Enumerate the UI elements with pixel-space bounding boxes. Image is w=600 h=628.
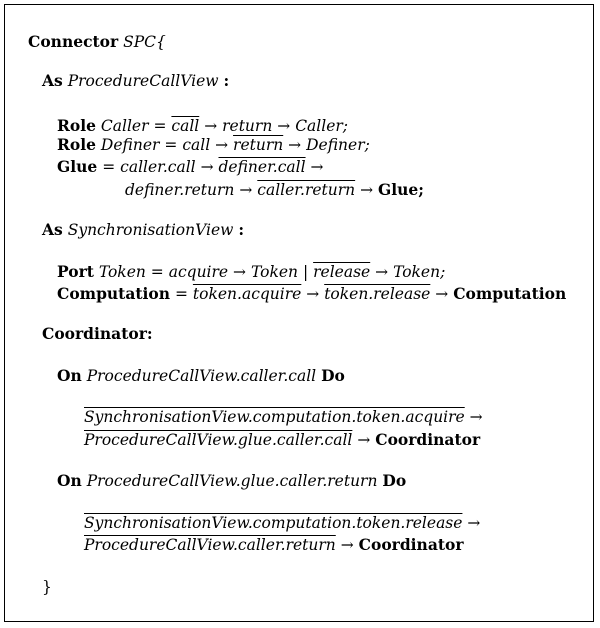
equals-sign: = [150, 263, 164, 281]
arrow: → [310, 158, 324, 176]
arrow: → [357, 431, 371, 449]
equals-sign: = [153, 117, 167, 135]
colon: : [238, 220, 245, 239]
do-keyword: Do [382, 471, 407, 490]
closing-brace: } [42, 578, 52, 596]
action-2-line-1 [84, 513, 480, 533]
glue-end: Glue; [378, 180, 424, 199]
term-caller-call: caller.call [120, 158, 196, 176]
procedure-call-view-header [42, 71, 229, 91]
choice-bar: | [302, 263, 309, 281]
arrow: → [233, 263, 247, 281]
role-caller-line [57, 116, 348, 136]
synchronisation-view-header [42, 220, 244, 240]
role-name: Definer [100, 136, 160, 154]
on-clause-2 [57, 471, 406, 491]
term-return: return [222, 117, 273, 135]
arrow: → [375, 263, 389, 281]
port-token-line [57, 262, 445, 282]
coordinator-end: Coordinator [358, 535, 464, 554]
view-name: ProcedureCallView [67, 72, 219, 90]
on-event: ProcedureCallView.caller.call [86, 367, 317, 385]
view-name: SynchronisationView [67, 221, 234, 239]
term-definer-return: definer.return [125, 181, 235, 199]
on-event: ProcedureCallView.glue.caller.return [86, 472, 378, 490]
arrow: → [215, 136, 229, 154]
as-keyword: As [42, 71, 63, 90]
term-token-release: token.release [324, 285, 431, 303]
term-sync-release: SynchronisationView.computation.token.release [84, 514, 463, 532]
term-token-acquire: token.acquire [192, 285, 302, 303]
colon: : [223, 71, 230, 90]
glue-line-1 [57, 157, 324, 177]
coordinator-header [42, 324, 153, 344]
equals-sign: = [174, 285, 188, 303]
arrow: → [340, 536, 354, 554]
term-token: Token; [393, 263, 446, 281]
arrow: → [467, 514, 481, 532]
port-keyword: Port [57, 262, 94, 281]
term-return: return [233, 136, 284, 154]
arrow: → [277, 117, 291, 135]
equals-sign: = [102, 158, 116, 176]
term-caller-return: ProcedureCallView.caller.return [84, 536, 336, 554]
role-keyword: Role [57, 135, 96, 154]
arrow: → [306, 285, 320, 303]
term-definer-call: definer.call [218, 158, 306, 176]
equals-sign: = [164, 136, 178, 154]
coordinator-label: Coordinator: [42, 324, 153, 343]
port-name: Token [98, 263, 146, 281]
coordinator-end: Coordinator [375, 430, 481, 449]
term-sync-acquire: SynchronisationView.computation.token.acquire [84, 408, 465, 426]
arrow: → [435, 285, 449, 303]
action-2-line-2 [84, 535, 464, 555]
computation-keyword: Computation [57, 284, 171, 303]
arrow: → [360, 181, 374, 199]
term-token: Token [250, 263, 298, 281]
term-caller: Caller; [295, 117, 349, 135]
role-name: Caller [100, 117, 149, 135]
arrow: → [204, 117, 218, 135]
on-keyword: On [57, 471, 82, 490]
arrow: → [239, 181, 253, 199]
action-1-line-2 [84, 430, 480, 450]
glue-line-2 [125, 180, 424, 200]
computation-end: Computation [453, 284, 567, 303]
term-call: call [182, 136, 211, 154]
role-keyword: Role [57, 116, 96, 135]
term-glue-caller-call: ProcedureCallView.glue.caller.call [84, 431, 353, 449]
computation-line [57, 284, 566, 304]
as-keyword: As [42, 220, 63, 239]
term-definer: Definer; [306, 136, 370, 154]
connector-header [28, 32, 166, 52]
connector-keyword: Connector [28, 32, 119, 51]
term-acquire: acquire [168, 263, 229, 281]
on-keyword: On [57, 366, 82, 385]
term-release: release [313, 263, 371, 281]
connector-name: SPC{ [123, 33, 166, 51]
arrow: → [200, 158, 214, 176]
arrow: → [288, 136, 302, 154]
term-call: call [171, 117, 200, 135]
do-keyword: Do [321, 366, 345, 385]
term-caller-return: caller.return [257, 181, 356, 199]
arrow: → [469, 408, 483, 426]
action-1-line-1 [84, 407, 483, 427]
glue-keyword: Glue [57, 157, 98, 176]
role-definer-line [57, 135, 370, 155]
on-clause-1 [57, 366, 345, 386]
